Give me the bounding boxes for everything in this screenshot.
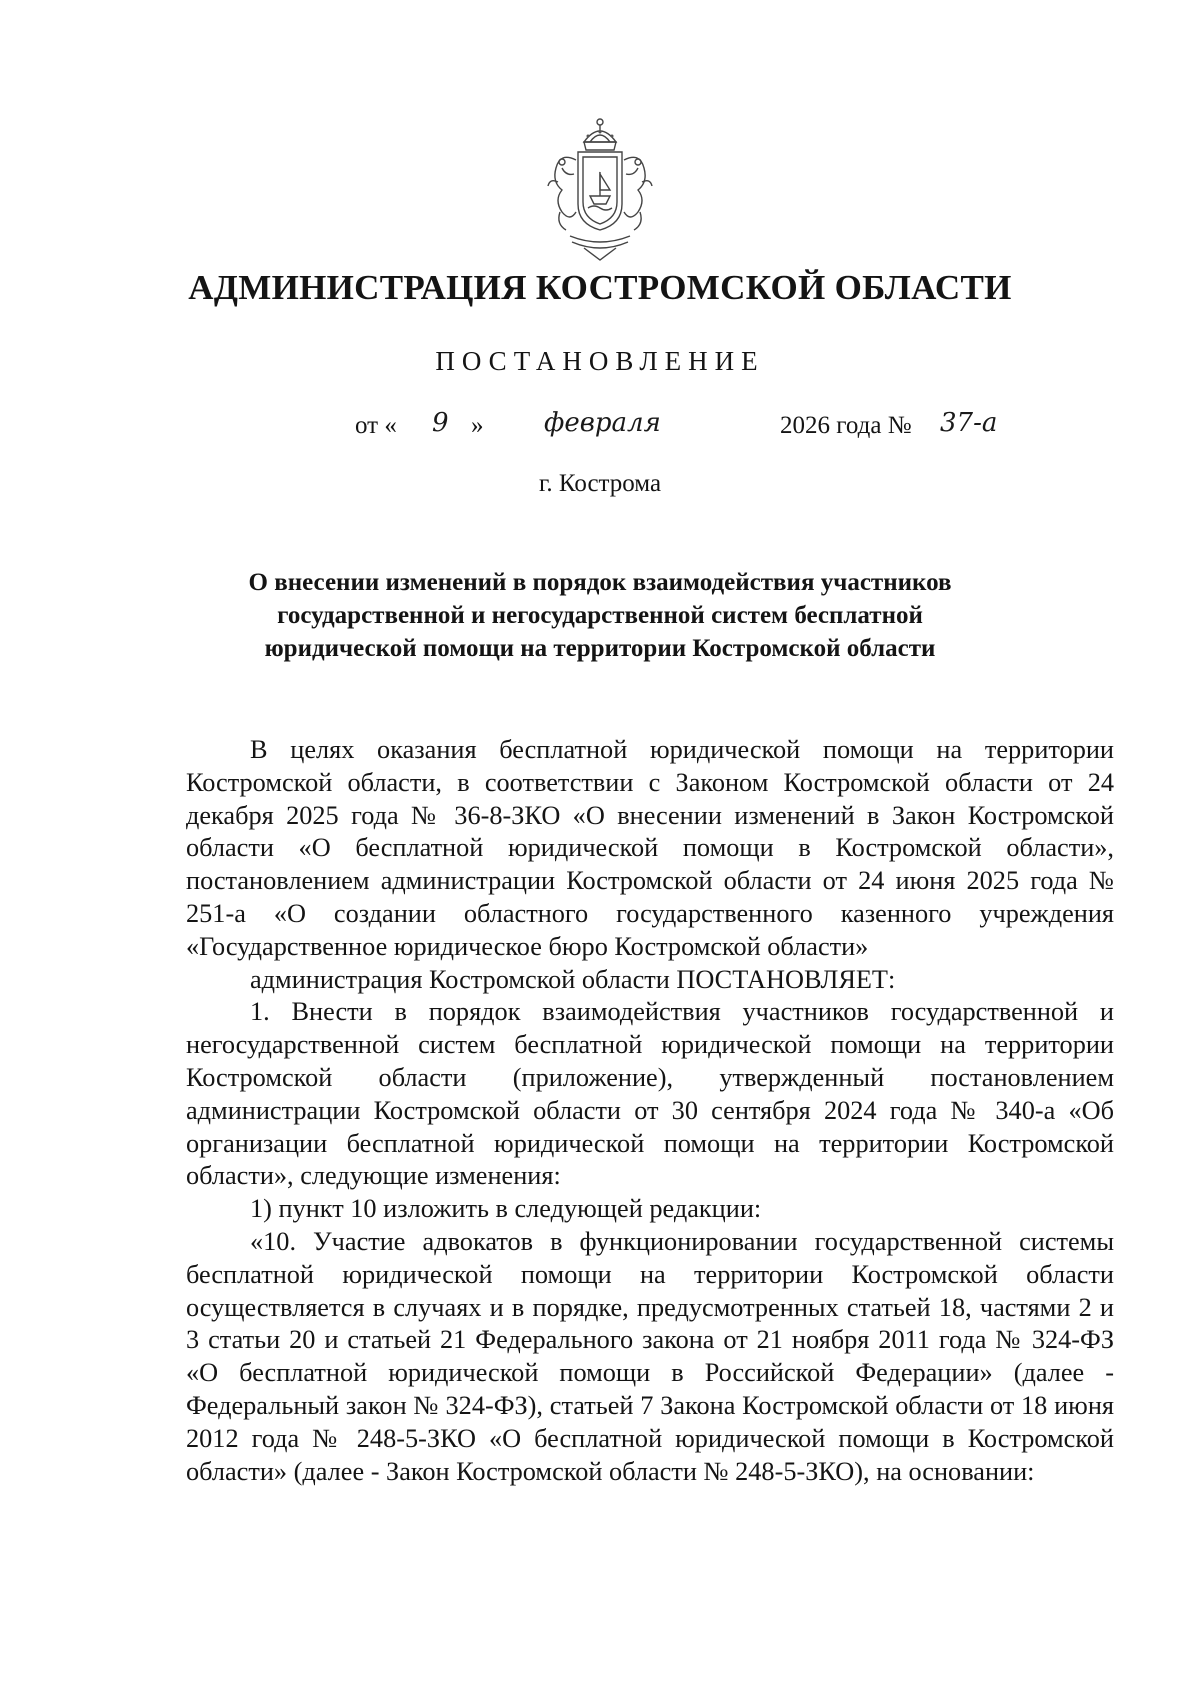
handwritten-document-number: 37-а [940,408,998,438]
title-line: государственной и негосударственной систем бесплатной [277,602,923,629]
date-line [0,408,1200,448]
document-title [190,566,1010,665]
body-paragraph: «10. Участие адвокатов в функционировании государственной системы бесплатной юридической помощи на территории Костромской области осуществляется в случаях и в порядке, предусмотренных статьей 18, частями 2 и 3 статьи 20 и статьей 21 Федерального закона от 21 ноября 2011 года № 324-ФЗ «О бесплатной юридической помощи в Российской Федерации» (далее - Федеральный закон № 324-ФЗ), статьей 7 Закона Костромской области от 18 июня 2012 года № 248-5-ЗКО «О бесплатной юридической помощи в Костромской области» (далее - Закон Костромской области № 248-5-ЗКО), на основании: [186,1226,1114,1486]
body-paragraph: В целях оказания бесплатной юридической помощи на территории Костромской области, в соответствии с Законом Костромской области от 24 декабря 2025 года № 36-8-ЗКО «О внесении изменений в Закон Костромской области «О бесплатной юридической помощи в Костромской области», постановлением администрации Костромской области от 24 июня 2025 года № 251-а «О создании областного государственного казенного учреждения «Государственное юридическое бюро Костромской области» [186,735,1114,961]
title-line: О внесении изменений в порядок взаимодействия участников [248,569,952,596]
handwritten-day: 9 [432,408,449,438]
date-prefix: от « [355,412,397,439]
date-day-close: » [471,412,484,439]
document-body [186,734,1114,1488]
body-paragraph: 1. Внести в порядок взаимодействия участников государственной и негосударственной систем бесплатной юридической помощи на территории Костромской области (приложение), утвержденный постановлением администрации Костромской области от 30 сентября 2024 года № 340-а «Об организации бесплатной юридической помощи на территории Костромской области», следующие изменения: [186,997,1114,1191]
title-line: юридической помощи на территории Костромской области [264,635,936,662]
organization-name: АДМИНИСТРАЦИЯ КОСТРОМСКОЙ ОБЛАСТИ [188,268,1012,307]
city: г. Кострома [538,470,662,497]
kostroma-coat-of-arms-icon [540,112,660,262]
body-paragraph: 1) пункт 10 изложить в следующей редакции: [250,1194,762,1224]
document-type: ПОСТАНОВЛЕНИЕ [435,346,765,376]
body-paragraph: администрация Костромской области ПОСТАНОВЛЯЕТ: [250,964,896,994]
date-year-number-label: 2026 года № [780,412,912,439]
handwritten-month: февраля [544,408,661,438]
